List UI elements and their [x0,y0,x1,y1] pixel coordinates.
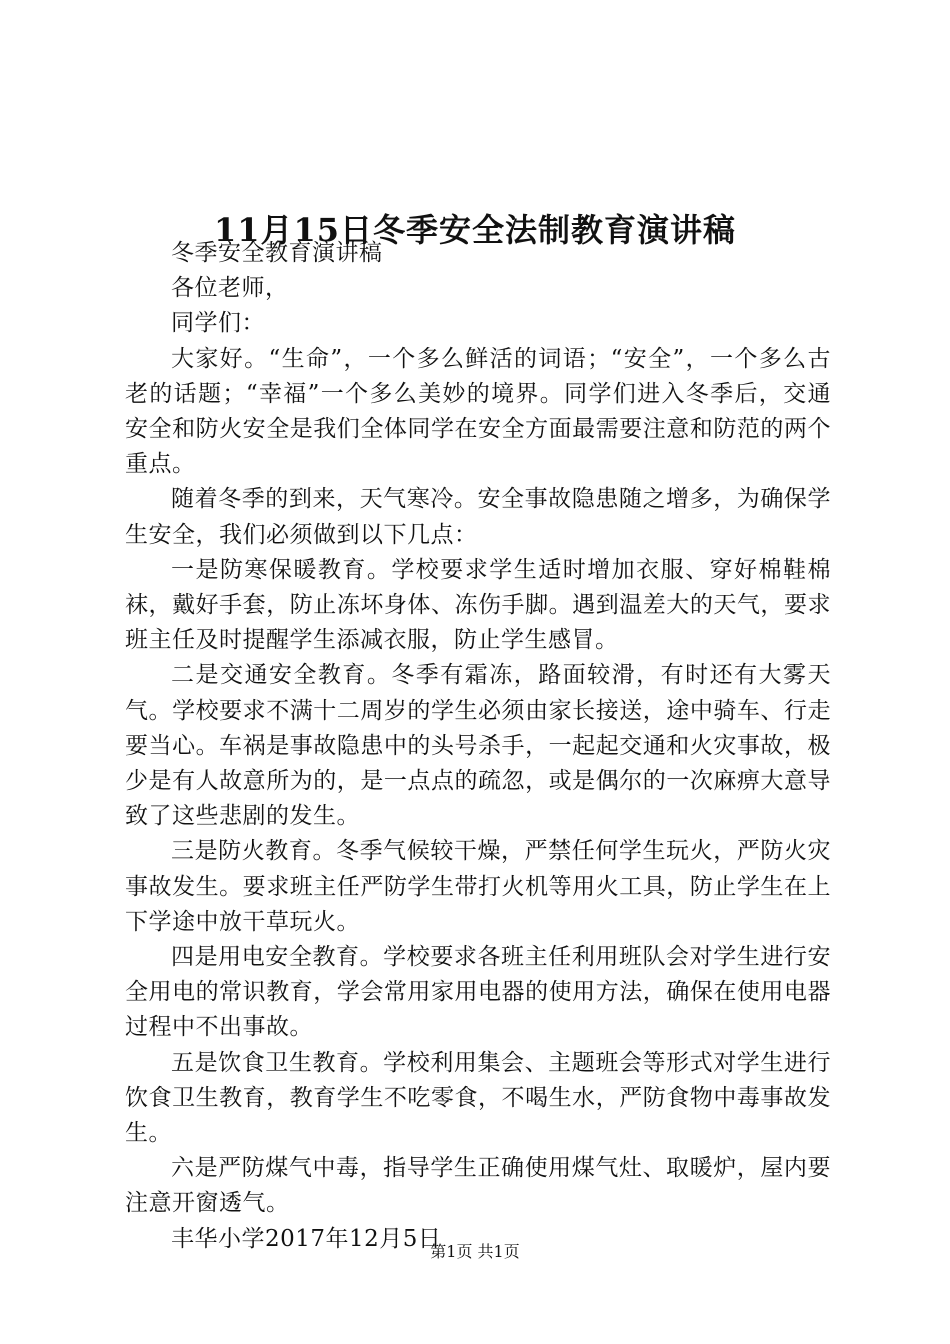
signature-date: 丰华小学2017年12月5日 [171,1225,442,1252]
point-one-paragraph: 一是防寒保暖教育。学校要求学生适时增加衣服、穿好棉鞋棉袜，戴好手套，防止冻坏身体、冻伤手脚。遇到温差大的天气，要求班主任及时提醒学生添减衣服，防止学生感冒。 [125,556,831,654]
point-two-paragraph: 二是交通安全教育。冬季有霜冻，路面较滑，有时还有大雾天气。学校要求不满十二周岁的学生必须由家长接送，途中骑车、行走要当心。车祸是事故隐患中的头号杀手，一起起交通和火灾事故，极少是有人故意所为的，是一点点的疏忽，或是偶尔的一次麻痹大意导致了这些悲剧的发生。 [125,662,831,830]
document-body [125,236,831,1257]
intro-paragraph: 大家好。“生命”，一个多么鲜活的词语；“安全”，一个多么古老的话题；“幸福”一个多么美妙的境界。同学们进入冬季后，交通安全和防火安全是我们全体同学在安全方面最需要注意和防范的两个重点。 [125,345,831,478]
point-four-paragraph: 四是用电安全教育。学校要求各班主任利用班队会对学生进行安全用电的常识教育，学会常用家用电器的使用方法，确保在使用电器过程中不出事故。 [125,944,831,1041]
subtitle-paragraph: 冬季安全教育演讲稿 [171,240,383,266]
greeting-students: 同学们： [171,310,265,337]
point-six-paragraph: 六是严防煤气中毒，指导学生正确使用煤气灶、取暖炉，屋内要注意开窗透气。 [125,1155,831,1217]
document-title: 11月15日冬季安全法制教育演讲稿 [213,211,737,250]
winter-paragraph: 随着冬季的到来，天气寒冷。安全事故隐患随之增多，为确保学生安全，我们必须做到以下几点： [125,486,831,548]
point-five-paragraph: 五是饮食卫生教育。学校利用集会、主题班会等形式对学生进行饮食卫生教育，教育学生不吃零食，不喝生水，严防食物中毒事故发生。 [125,1049,831,1147]
point-three-paragraph: 三是防火教育。冬季气候较干燥，严禁任何学生玩火，严防火灾事故发生。要求班主任严防学生带打火机等用火工具，防止学生在上下学途中放干草玩火。 [125,838,831,935]
page-footer: 第1页 共1页 [430,1242,520,1261]
greeting-teachers: 各位老师， [171,275,289,302]
